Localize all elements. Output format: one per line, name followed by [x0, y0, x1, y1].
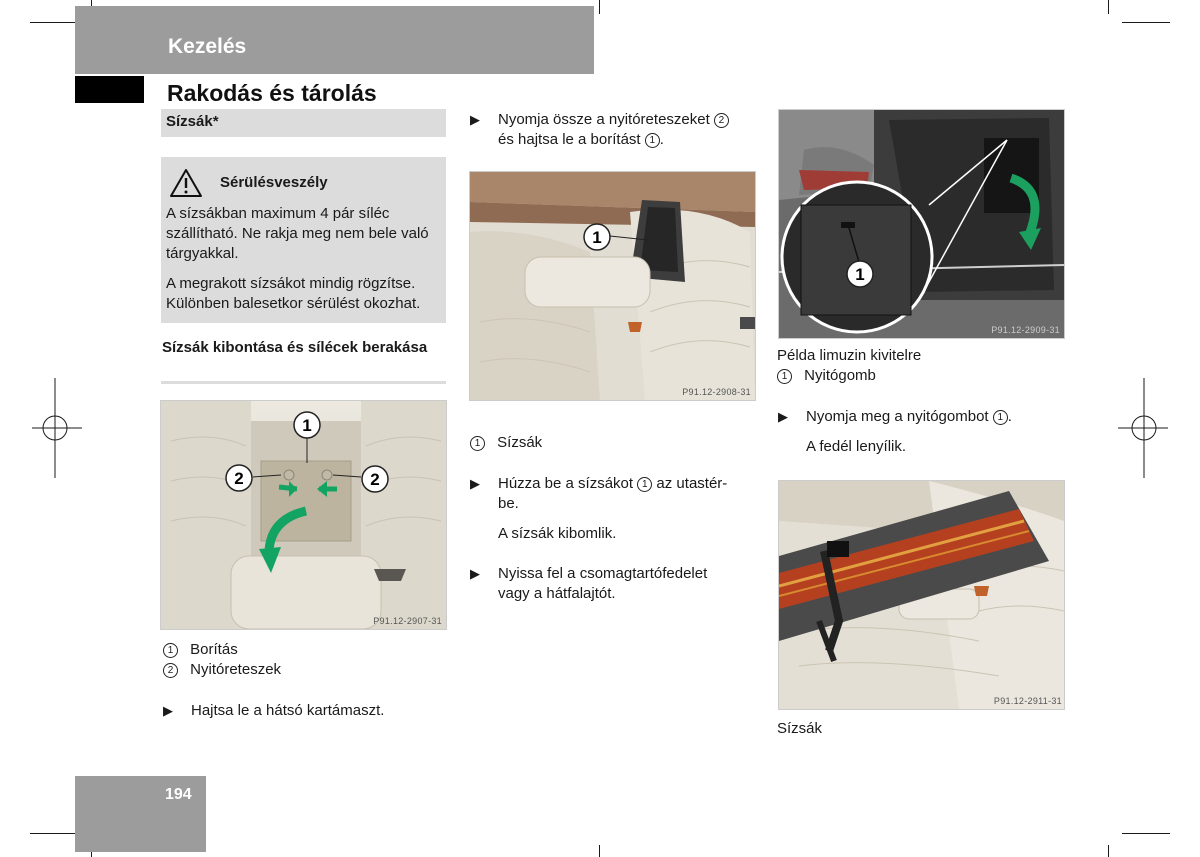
trunk-figure	[778, 109, 1065, 339]
armrest-illustration	[161, 401, 446, 629]
header-band	[75, 6, 594, 74]
crop-mark	[30, 833, 76, 834]
bullet-arrow-icon: ▶	[470, 112, 480, 127]
rear-seat-illustration	[470, 172, 755, 400]
svg-text:1: 1	[302, 416, 312, 435]
legend-item	[777, 366, 876, 386]
figure-code: P91.12-2908-31	[682, 387, 751, 397]
callout-ref: 1	[645, 133, 660, 148]
procedure-heading: Sízsák kibontása és sílécek berakása	[162, 339, 428, 356]
callout-marker	[362, 466, 388, 492]
registration-mark	[1118, 378, 1168, 478]
warning-title: Sérülésveszély	[220, 174, 328, 191]
section-title: Rakodás és tárolás	[167, 80, 377, 106]
heading-rule	[161, 381, 446, 384]
svg-text:2: 2	[234, 469, 244, 488]
figure-code: P91.12-2907-31	[373, 616, 442, 626]
figure-code: P91.12-2911-31	[993, 696, 1062, 706]
callout-ref: 1	[993, 410, 1008, 425]
warning-text: A sízsákban maximum 4 pár síléc szállítható. Ne rakja meg nem bele való tárgyakkal.	[166, 205, 429, 262]
bullet-arrow-icon: ▶	[778, 409, 788, 424]
legend-number: 1	[777, 369, 792, 384]
ski-bag-figure	[778, 480, 1065, 710]
section-marker	[75, 76, 144, 103]
crop-mark	[1122, 833, 1170, 834]
svg-text:1: 1	[592, 228, 602, 247]
step-text: Nyomja meg a nyitógombot 1 .	[806, 408, 1012, 425]
warning-text: A megrakott sízsákot mindig rögzítse. Különben balesetkor sérülést okozhat.	[166, 275, 421, 312]
armrest-figure	[160, 400, 447, 630]
page-number: 194	[165, 786, 192, 803]
figure-caption: Sízsák	[777, 720, 823, 737]
callout-marker	[226, 465, 252, 491]
step-text: Húzza be a sízsákot 1 az utastér- be.	[498, 475, 728, 512]
bullet-arrow-icon: ▶	[470, 566, 480, 581]
rear-seat-figure	[469, 171, 756, 401]
legend-number: 1	[470, 436, 485, 451]
chapter-title: Kezelés	[168, 35, 247, 58]
callout-ref: 2	[714, 113, 729, 128]
result-text: A sízsák kibomlik.	[498, 525, 617, 542]
svg-text:2: 2	[370, 470, 380, 489]
figure-code: P91.12-2909-31	[991, 325, 1060, 335]
crop-mark	[599, 0, 600, 14]
legend-item	[470, 433, 542, 453]
bullet-arrow-icon: ▶	[470, 476, 480, 491]
callout-marker	[294, 412, 320, 438]
ski-bag-illustration	[779, 481, 1064, 709]
legend-text: Nyitógomb	[804, 367, 876, 384]
crop-mark	[30, 22, 76, 23]
legend-item	[163, 640, 238, 660]
legend-text: Borítás	[190, 641, 238, 658]
crop-mark	[1108, 845, 1109, 857]
crop-mark	[1108, 0, 1109, 14]
callout-marker	[847, 261, 873, 287]
step-text: Nyomja össze a nyitóreteszeket 2 és hajtsa le a borítást 1 .	[498, 110, 748, 150]
result-text: A fedél lenyílik.	[806, 438, 907, 455]
legend-text: Sízsák	[497, 434, 543, 451]
trunk-illustration	[779, 110, 1064, 338]
legend-number: 2	[163, 663, 178, 678]
warning-icon	[169, 168, 203, 198]
callout-marker	[584, 224, 610, 250]
legend-number: 1	[163, 643, 178, 658]
bullet-arrow-icon: ▶	[163, 703, 173, 718]
figure-caption: Példa limuzin kivitelre	[777, 347, 922, 364]
callout-ref: 1	[637, 477, 652, 492]
legend-text: Nyitóreteszek	[190, 661, 282, 678]
subheading: Sízsák*	[166, 113, 219, 130]
svg-text:1: 1	[855, 265, 865, 284]
crop-mark	[599, 845, 600, 857]
step-text: Hajtsa le a hátsó kartámaszt.	[191, 702, 385, 719]
step-text: Nyissa fel a csomagtartófedelet vagy a hátfalajtót.	[498, 565, 708, 602]
legend-item	[163, 660, 281, 680]
registration-mark	[32, 378, 82, 478]
crop-mark	[1122, 22, 1170, 23]
